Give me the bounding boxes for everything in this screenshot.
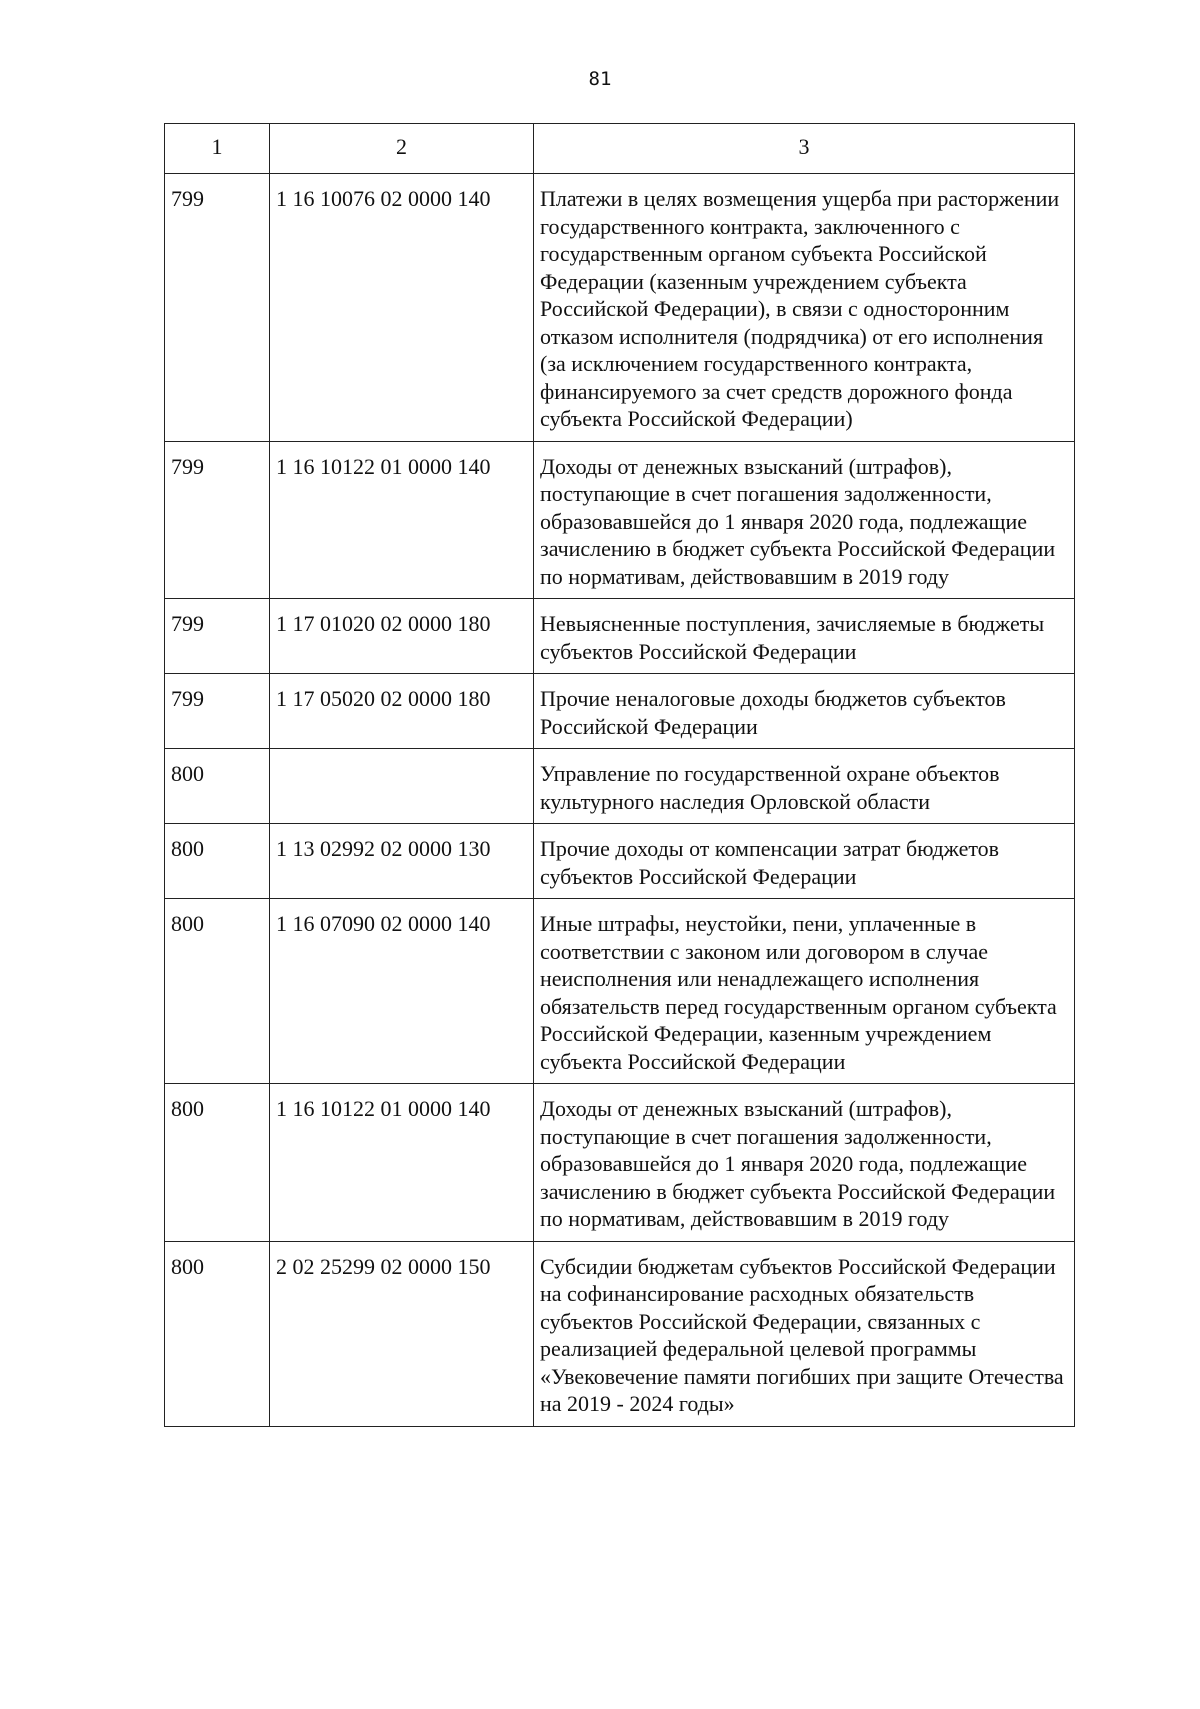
budget-code-cell: 1 13 02992 02 0000 130 xyxy=(270,824,534,899)
admin-code-cell: 799 xyxy=(165,174,270,442)
description-cell: Невыясненные поступления, зачисляемые в бюджеты субъектов Российской Федерации xyxy=(534,599,1075,674)
budget-code-cell: 1 16 10076 02 0000 140 xyxy=(270,174,534,442)
header-col-3: 3 xyxy=(534,124,1075,174)
admin-code-cell: 799 xyxy=(165,674,270,749)
table-row xyxy=(165,899,1075,1084)
table-row xyxy=(165,1084,1075,1242)
admin-code-cell: 799 xyxy=(165,599,270,674)
table-row xyxy=(165,824,1075,899)
description-cell: Управление по государственной охране объектов культурного наследия Орловской области xyxy=(534,749,1075,824)
table-row xyxy=(165,441,1075,599)
budget-code-cell: 1 16 10122 01 0000 140 xyxy=(270,1084,534,1242)
admin-code-cell: 800 xyxy=(165,1241,270,1426)
table-row xyxy=(165,599,1075,674)
budget-code-cell xyxy=(270,749,534,824)
description-cell: Прочие доходы от компенсации затрат бюджетов субъектов Российской Федерации xyxy=(534,824,1075,899)
description-cell: Иные штрафы, неустойки, пени, уплаченные в соответствии с законом или договором в случае неисполнения или ненадлежащего исполнения обязательств перед государственным органом субъекта Российской Федерации, казенным учреждением субъекта Российской Федерации xyxy=(534,899,1075,1084)
budget-code-cell: 1 17 05020 02 0000 180 xyxy=(270,674,534,749)
description-cell: Субсидии бюджетам субъектов Российской Федерации на софинансирование расходных обязательств субъектов Российской Федерации, связанных с реализацией федеральной целевой программы «Увековечение памяти погибших при защите Отечества на 2019 - 2024 годы» xyxy=(534,1241,1075,1426)
table-row xyxy=(165,1241,1075,1426)
table-row xyxy=(165,749,1075,824)
header-col-2: 2 xyxy=(270,124,534,174)
table-header-row xyxy=(165,124,1075,174)
revenue-codes-table xyxy=(164,123,1075,1427)
table-row xyxy=(165,174,1075,442)
table-row xyxy=(165,674,1075,749)
header-col-1: 1 xyxy=(165,124,270,174)
budget-code-cell: 2 02 25299 02 0000 150 xyxy=(270,1241,534,1426)
budget-code-cell: 1 16 07090 02 0000 140 xyxy=(270,899,534,1084)
admin-code-cell: 800 xyxy=(165,1084,270,1242)
budget-code-cell: 1 16 10122 01 0000 140 xyxy=(270,441,534,599)
budget-code-cell: 1 17 01020 02 0000 180 xyxy=(270,599,534,674)
admin-code-cell: 800 xyxy=(165,824,270,899)
description-cell: Доходы от денежных взысканий (штрафов), поступающие в счет погашения задолженности, образовавшейся до 1 января 2020 года, подлежащие зачислению в бюджет субъекта Российской Федерации по нормативам, действовавшим в 2019 году xyxy=(534,441,1075,599)
admin-code-cell: 799 xyxy=(165,441,270,599)
description-cell: Платежи в целях возмещения ущерба при расторжении государственного контракта, заключенного с государственным органом субъекта Российской Федерации (казенным учреждением субъекта Российской Федерации), в связи с односторонним отказом исполнителя (подрядчика) от его исполнения (за исключением государственного контракта, финансируемого за счет средств дорожного фонда субъекта Российской Федерации) xyxy=(534,174,1075,442)
page-number: 81 xyxy=(588,68,612,90)
admin-code-cell: 800 xyxy=(165,749,270,824)
description-cell: Прочие неналоговые доходы бюджетов субъектов Российской Федерации xyxy=(534,674,1075,749)
description-cell: Доходы от денежных взысканий (штрафов), поступающие в счет погашения задолженности, образовавшейся до 1 января 2020 года, подлежащие зачислению в бюджет субъекта Российской Федерации по нормативам, действовавшим в 2019 году xyxy=(534,1084,1075,1242)
admin-code-cell: 800 xyxy=(165,899,270,1084)
